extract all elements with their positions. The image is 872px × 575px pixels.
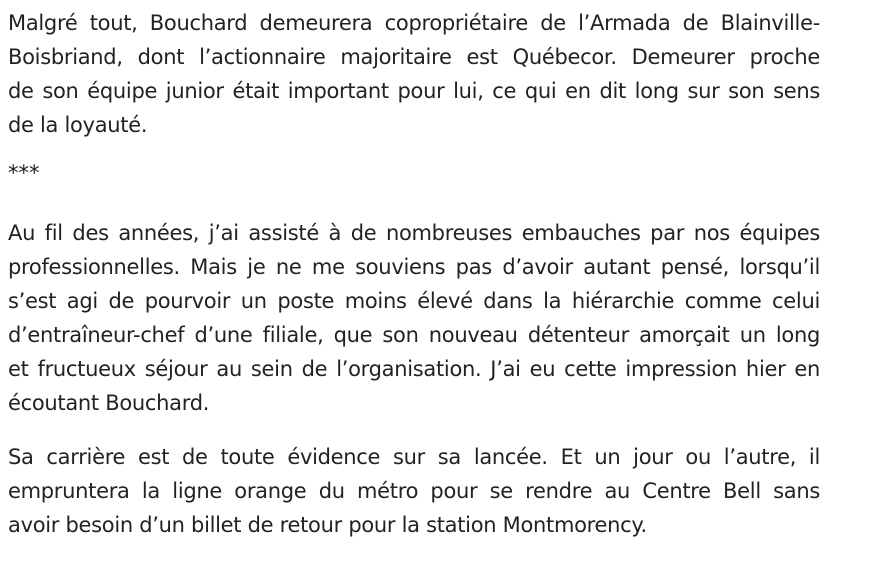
paragraph-3 bbox=[8, 440, 820, 542]
text-line: professionnelles. Mais je ne me souviens pas d’avoir autant pensé, lorsqu’il bbox=[8, 255, 820, 279]
text-line: d’entraîneur-chef d’une filiale, que son nouveau détenteur amorçait un long bbox=[8, 323, 820, 347]
text-line: et fructueux séjour au sein de l’organisation. J’ai eu cette impression hier en bbox=[8, 357, 820, 381]
text-line: avoir besoin d’un billet de retour pour la station Montmorency. bbox=[8, 513, 647, 537]
paragraph-1 bbox=[8, 6, 820, 142]
text-line: de la loyauté. bbox=[8, 113, 148, 137]
text-line: Malgré tout, Bouchard demeurera copropriétaire de l’Armada de Blainville- bbox=[8, 11, 820, 35]
text-line: s’est agi de pourvoir un poste moins élevé dans la hiérarchie comme celui bbox=[8, 289, 820, 313]
section-separator: *** bbox=[8, 161, 40, 185]
text-line: écoutant Bouchard. bbox=[8, 391, 210, 415]
text-line: Au fil des années, j’ai assisté à de nombreuses embauches par nos équipes bbox=[8, 221, 820, 245]
text-line: Boisbriand, dont l’actionnaire majoritaire est Québecor. Demeurer proche bbox=[8, 45, 820, 69]
text-line: empruntera la ligne orange du métro pour se rendre au Centre Bell sans bbox=[8, 479, 820, 503]
paragraph-2 bbox=[8, 216, 820, 420]
article-body bbox=[8, 6, 820, 542]
text-line: Sa carrière est de toute évidence sur sa lancée. Et un jour ou l’autre, il bbox=[8, 445, 820, 469]
text-line: de son équipe junior était important pour lui, ce qui en dit long sur son sens bbox=[8, 79, 820, 103]
